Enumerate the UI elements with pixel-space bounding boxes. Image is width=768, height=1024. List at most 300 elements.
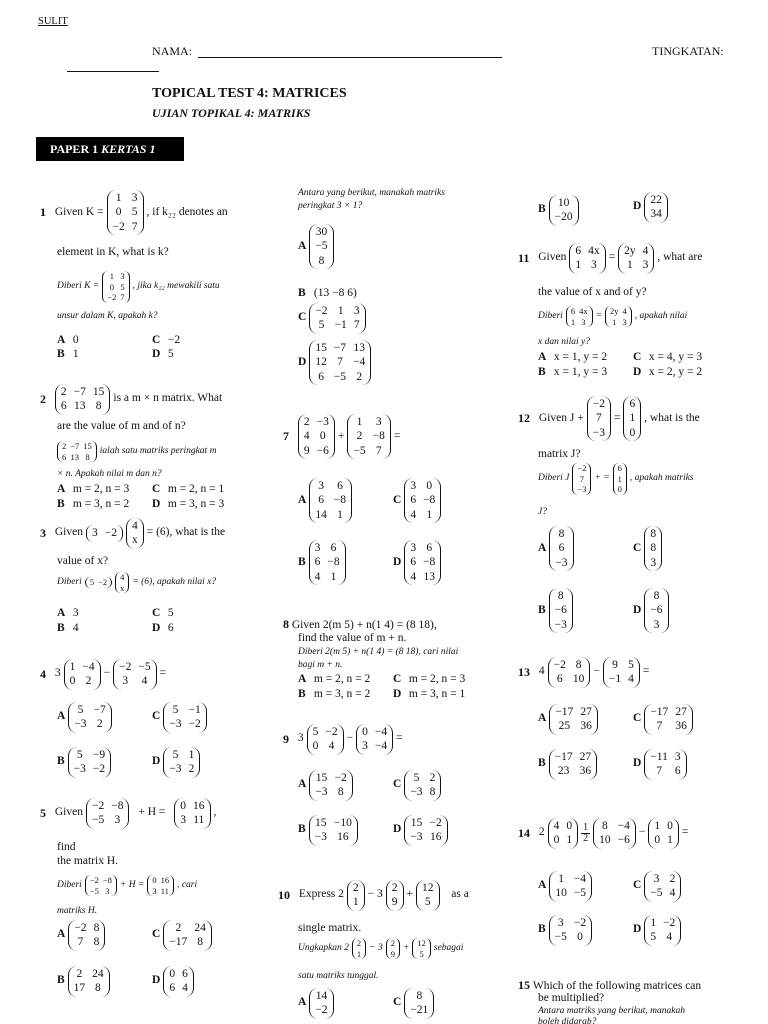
- q9-option-b[interactable]: B 15 −10 −3 16: [298, 815, 358, 846]
- matrix-entry: 3: [653, 618, 660, 631]
- matrix-entry: −17: [554, 751, 573, 763]
- matrix-entry: 1: [337, 508, 343, 521]
- matrix-entry: 1: [629, 412, 636, 425]
- matrix-entry: 6: [182, 968, 188, 980]
- matrix-q3b: [126, 518, 144, 549]
- matrix-entry: −8: [333, 494, 347, 507]
- matrix-entry: −1: [188, 704, 201, 716]
- matrix-entry: 3: [120, 271, 125, 281]
- matrix-entry: 5: [318, 319, 325, 332]
- matrix-entry: −8: [372, 430, 385, 443]
- matrix-q12C: [644, 526, 662, 571]
- matrix-entry: 3: [318, 480, 324, 492]
- q9-option-d[interactable]: D 15 −2 −3 16: [393, 815, 448, 846]
- matrix-entry: 25: [558, 720, 571, 733]
- matrix-entry: 8: [653, 590, 660, 602]
- matrix-entry: −2: [112, 220, 125, 233]
- matrix-entry: −3: [554, 618, 567, 631]
- matrix-entry: 8: [650, 542, 657, 555]
- matrix-entry: −5: [353, 444, 366, 457]
- question-7-stem: 7 2 −3 4 0 9 −6 + 1 3 2 −8 −5 7 =: [283, 414, 400, 459]
- q13-option-a[interactable]: A −17 27 25 36: [538, 704, 598, 735]
- question-9-stem: 9 3 5 −2 0 4 − 0 −4 3 −4 =: [283, 724, 403, 755]
- matrix-q14D: [644, 915, 681, 946]
- matrix-entry: 2: [60, 386, 67, 398]
- matrix-entry: 0: [667, 820, 673, 832]
- matrix-entry: 1: [667, 834, 673, 847]
- matrix-K: [107, 190, 144, 235]
- q5-option-a[interactable]: A −2 8 7 8: [57, 920, 105, 951]
- question-15-line2: be multiplied?: [538, 992, 605, 1004]
- matrix-entry: −2: [91, 800, 105, 812]
- q13-option-d[interactable]: D −11 3 7 6: [633, 749, 687, 780]
- q6-option-d[interactable]: D 15 −7 13 12 7 −4 6 −5 2: [298, 340, 371, 385]
- matrix-entry: −10: [333, 817, 352, 829]
- matrix-entry: 9: [391, 896, 398, 909]
- q13-option-c[interactable]: C −17 27 7 36: [633, 704, 693, 735]
- matrix-q7D: [404, 540, 441, 585]
- matrix-q12b: [623, 396, 641, 441]
- question-2-bm-line2: × n. Apakah nilai m dan n?: [57, 469, 162, 479]
- matrix-q2M: [55, 384, 111, 415]
- q7-option-d[interactable]: D 3 6 6 −8 4 13: [393, 540, 441, 585]
- matrix-entry: −5: [89, 885, 99, 896]
- matrix-entry: 3: [375, 416, 382, 428]
- matrix-q9D: [404, 815, 448, 846]
- matrix-entry: −3: [169, 763, 182, 776]
- matrix-entry: −4: [617, 820, 630, 832]
- q4-option-b[interactable]: B 5 −9 −3 −2: [57, 747, 111, 778]
- matrix-q2Mbm: [57, 441, 97, 462]
- matrix-entry: −2: [92, 763, 106, 776]
- q12-option-c[interactable]: C 8 8 3: [633, 526, 662, 571]
- matrix-q13B: [549, 749, 598, 780]
- q14-option-d[interactable]: D 1 −2 5 4: [633, 915, 681, 946]
- matrix-entry: 4: [131, 520, 138, 532]
- matrix-q5D: [163, 966, 194, 997]
- matrix-entry: 8: [95, 400, 102, 413]
- matrix-entry: −3: [169, 718, 182, 731]
- matrix-q9a: [307, 724, 344, 755]
- q1-option-c[interactable]: C −2: [152, 334, 181, 346]
- matrix-entry: 30: [315, 226, 328, 238]
- matrix-entry: 3: [622, 316, 627, 327]
- question-3-stem: 3 Given 3 −2 4 x = (6), what is the: [40, 518, 225, 549]
- matrix-entry: 0: [312, 740, 319, 753]
- q1-option-d[interactable]: D 5: [152, 348, 174, 360]
- q4-option-a[interactable]: A 5 −7 −3 2: [57, 702, 112, 733]
- matrix-entry: 5: [650, 931, 657, 944]
- question-12-line2: matrix J?: [538, 448, 581, 460]
- matrix-entry: 16: [160, 875, 170, 885]
- matrix-q7a: [298, 414, 335, 459]
- matrix-entry: −17: [650, 706, 669, 718]
- matrix-entry: −5: [554, 931, 567, 944]
- q8-option-d[interactable]: D m = 3, n = 1: [393, 688, 466, 700]
- matrix-entry: 8: [416, 990, 423, 1002]
- matrix-entry: −2: [74, 922, 87, 934]
- matrix-entry: 15: [315, 817, 327, 829]
- matrix-entry: 5: [76, 749, 83, 761]
- q4-option-c[interactable]: C 5 −1 −3 −2: [152, 702, 207, 733]
- matrix-entry: −2: [104, 527, 117, 540]
- matrix-entry: 2y: [609, 306, 619, 316]
- matrix-entry: 2: [390, 938, 395, 948]
- q2-option-b[interactable]: B m = 3, n = 2: [57, 498, 130, 510]
- question-10-bm: Ungkapkan 2 2 1 − 3 2 9 + 12 5 sebagai: [298, 938, 464, 959]
- matrix-entry: 2: [356, 430, 363, 443]
- matrix-entry: 2: [62, 441, 67, 451]
- matrix-q4a: [64, 659, 101, 690]
- matrix-entry: −2: [89, 875, 99, 885]
- matrix-entry: 5: [312, 726, 319, 738]
- q2-option-d[interactable]: D m = 3, n = 3: [152, 498, 225, 510]
- question-1-line2: element in K, what is k?: [57, 246, 169, 258]
- matrix-entry: 3: [410, 480, 417, 492]
- matrix-entry: 5: [77, 704, 84, 716]
- matrix-entry: 7: [337, 356, 343, 369]
- matrix-entry: 2: [85, 675, 92, 688]
- matrix-entry: 8: [429, 786, 436, 799]
- matrix-entry: 2y: [624, 245, 636, 257]
- q11-option-d[interactable]: D x = 2, y = 2: [633, 366, 703, 378]
- matrix-entry: 6: [426, 542, 433, 554]
- q14-option-a[interactable]: A 1 −4 10 −5: [538, 871, 592, 902]
- matrix-entry: −17: [555, 706, 574, 718]
- question-6-bm-line2: peringkat 3 × 1?: [298, 201, 363, 211]
- q7-option-c[interactable]: C 3 0 6 −8 4 1: [393, 478, 441, 523]
- matrix-entry: −4: [82, 661, 95, 673]
- matrix-entry: −2: [315, 305, 328, 317]
- matrix-entry: 13: [74, 400, 86, 413]
- matrix-entry: −9: [92, 749, 106, 761]
- matrix-q10A: [309, 988, 333, 1019]
- matrix-entry: 34: [650, 208, 662, 221]
- matrix-entry: 15: [83, 441, 92, 451]
- question-2-stem: 2 2 −7 15 6 13 8 is a m × n matrix. What: [40, 384, 222, 415]
- q12-option-d[interactable]: D 8 −6 3: [633, 588, 669, 633]
- question-11-line2: the value of x and of y?: [538, 286, 647, 298]
- q11-option-c[interactable]: C x = 4, y = 3: [633, 351, 703, 363]
- matrix-entry: 3: [557, 917, 564, 929]
- matrix-entry: 16: [429, 831, 442, 844]
- matrix-entry: 0: [362, 726, 368, 738]
- matrix-entry: −3: [592, 426, 605, 439]
- matrix-entry: 1: [115, 192, 122, 204]
- matrix-entry: 17: [73, 982, 86, 995]
- question-2-line2: are the value of m and of n?: [57, 420, 186, 432]
- matrix-entry: −5: [138, 661, 151, 673]
- matrix-entry: 0: [566, 820, 573, 832]
- q7-option-b[interactable]: B 3 6 6 −8 4 1: [298, 540, 346, 585]
- matrix-entry: 9: [303, 444, 310, 457]
- matrix-entry: 1: [356, 948, 362, 959]
- matrix-entry: 1: [650, 917, 657, 929]
- matrix-q14C: [644, 871, 681, 902]
- matrix-entry: 0: [629, 426, 636, 439]
- matrix-entry: 4: [622, 306, 627, 316]
- matrix-entry: 11: [160, 885, 169, 896]
- matrix-entry: 6: [410, 494, 417, 507]
- matrix-entry: 0: [577, 931, 583, 944]
- matrix-entry: −7: [73, 386, 86, 398]
- matrix-entry: −4: [374, 726, 388, 738]
- matrix-entry: 24: [92, 968, 104, 980]
- q8-option-c[interactable]: C m = 2, n = 3: [393, 673, 466, 685]
- matrix-entry: 10: [599, 834, 611, 847]
- matrix-entry: 8: [95, 982, 101, 995]
- matrix-q10b: [386, 880, 404, 911]
- matrix-entry: 3: [653, 873, 660, 885]
- matrix-entry: 7: [595, 412, 602, 425]
- matrix-entry: 4: [182, 982, 188, 995]
- matrix-entry: 9: [612, 659, 618, 671]
- matrix-q12bma: [572, 463, 591, 495]
- question-12-bm: Diberi J −2 7 −3 + = 6 1 0 , apakah matriks: [538, 463, 694, 495]
- matrix-entry: 3: [410, 542, 417, 554]
- matrix-entry: 3: [105, 885, 110, 896]
- matrix-entry: 3: [362, 740, 368, 753]
- matrix-q3bm_b: [115, 572, 129, 593]
- matrix-entry: 4: [669, 887, 676, 900]
- q2-option-c[interactable]: C m = 2, n = 1: [152, 483, 225, 495]
- question-8-bm-line2: bagi m + n.: [298, 660, 343, 670]
- matrix-entry: −2: [592, 398, 605, 410]
- q10-option-b[interactable]: B 10 −20: [538, 195, 579, 226]
- matrix-entry: −7: [70, 441, 80, 451]
- q3-option-c[interactable]: C 5: [152, 607, 174, 619]
- matrix-entry: −4: [374, 740, 388, 753]
- question-10-line2: single matrix.: [298, 922, 362, 934]
- q5-option-b[interactable]: B 2 24 17 8: [57, 966, 110, 997]
- matrix-entry: 22: [650, 194, 662, 206]
- q14-option-c[interactable]: C 3 2 −5 4: [633, 871, 681, 902]
- matrix-entry: 3: [590, 259, 597, 272]
- matrix-entry: −3: [316, 416, 329, 428]
- matrix-entry: x: [120, 582, 125, 593]
- matrix-entry: 5: [131, 206, 138, 219]
- question-13-stem: 13 4 −2 8 6 10 − 9 5 −1 4 =: [518, 657, 649, 688]
- matrix-entry: −2: [577, 463, 587, 473]
- matrix-entry: 6: [558, 542, 565, 555]
- matrix-entry: −6: [617, 834, 630, 847]
- matrix-entry: 6: [617, 463, 622, 473]
- matrix-entry: −3: [577, 484, 587, 495]
- matrix-entry: 1: [356, 416, 363, 428]
- q5-option-c[interactable]: C 2 24 −17 8: [152, 920, 212, 951]
- matrix-entry: −5: [91, 814, 105, 827]
- matrix-entry: 15: [92, 386, 105, 398]
- page-subtitle: UJIAN TOPIKAL 4: MATRIKS: [152, 106, 311, 120]
- matrix-entry: −21: [410, 1004, 429, 1017]
- matrix-q3bm_a: [85, 577, 112, 588]
- matrix-entry: 27: [580, 706, 592, 718]
- matrix-entry: 2: [391, 882, 398, 894]
- matrix-entry: 4: [666, 931, 673, 944]
- matrix-entry: −20: [554, 211, 573, 224]
- matrix-entry: 3: [180, 814, 187, 827]
- q6-option-c[interactable]: C −2 1 3 5 −1 7: [298, 303, 366, 334]
- matrix-entry: 6: [410, 556, 417, 569]
- matrix-entry: 1: [188, 749, 195, 761]
- matrix-q11b: [618, 243, 654, 274]
- matrix-entry: 11: [193, 814, 205, 827]
- matrix-entry: 0: [169, 968, 176, 980]
- matrix-entry: 1: [612, 316, 617, 327]
- matrix-q10D: [644, 192, 668, 223]
- matrix-entry: −2: [573, 917, 587, 929]
- matrix-q12a: [587, 396, 611, 441]
- matrix-entry: 15: [410, 817, 423, 829]
- matrix-entry: 8: [557, 590, 564, 602]
- q9-option-a[interactable]: A 15 −2 −3 8: [298, 770, 353, 801]
- matrix-entry: 1: [575, 259, 582, 272]
- matrix-entry: 4x: [579, 306, 588, 316]
- matrix-entry: −7: [333, 342, 347, 354]
- matrix-q6C: [309, 303, 365, 334]
- matrix-entry: 7: [120, 292, 125, 303]
- matrix-q9A: [309, 770, 353, 801]
- matrix-entry: 36: [580, 720, 592, 733]
- matrix-entry: 7: [353, 319, 360, 332]
- matrix-q4B: [68, 747, 112, 778]
- matrix-entry: −7: [93, 704, 106, 716]
- matrix-q5A: [68, 920, 105, 951]
- sulit-label: SULIT: [38, 16, 68, 27]
- matrix-entry: 1: [654, 820, 661, 832]
- q2-option-a[interactable]: A m = 2, n = 3: [57, 483, 130, 495]
- matrix-entry: 6: [337, 480, 343, 492]
- matrix-entry: 1: [337, 305, 344, 317]
- q9-option-c[interactable]: C 5 2 −3 8: [393, 770, 441, 801]
- q13-option-b[interactable]: B −17 27 23 36: [538, 749, 597, 780]
- q8-option-a[interactable]: A m = 2, n = 2: [298, 673, 371, 685]
- matrix-entry: 5: [628, 659, 634, 671]
- matrix-entry: −8: [423, 556, 436, 569]
- matrix-entry: 7: [656, 765, 662, 778]
- q3-option-d[interactable]: D 6: [152, 622, 174, 634]
- matrix-q11bma: [566, 306, 593, 327]
- matrix-entry: 6: [556, 673, 563, 686]
- matrix-entry: 4: [314, 570, 321, 583]
- matrix-entry: 6: [60, 400, 67, 413]
- matrix-q12bmb: [613, 463, 627, 495]
- q10-option-d[interactable]: D 22 34: [633, 192, 668, 223]
- matrix-entry: 13: [70, 451, 80, 462]
- q8-option-b[interactable]: B m = 3, n = 2: [298, 688, 371, 700]
- matrix-entry: 7: [131, 220, 138, 233]
- matrix-entry: 5: [424, 896, 431, 909]
- matrix-entry: 5: [120, 281, 125, 292]
- q7-option-a[interactable]: A 3 6 6 −8 14 1: [298, 478, 352, 523]
- matrix-q9B: [309, 815, 358, 846]
- q6-option-b[interactable]: B (13 −8 6): [298, 287, 357, 299]
- matrix-entry: 4: [141, 675, 148, 688]
- q11-option-a[interactable]: A x = 1, y = 2: [538, 351, 608, 363]
- matrix-entry: 5: [413, 772, 420, 784]
- matrix-entry: 8: [337, 786, 344, 799]
- matrix-entry: 8: [197, 936, 203, 949]
- q1-option-a[interactable]: A 0: [57, 334, 79, 346]
- matrix-entry: 3: [314, 542, 321, 554]
- matrix-q6A: [309, 224, 333, 269]
- matrix-entry: 13: [353, 342, 365, 354]
- question-5-bm-line2: matriks H.: [57, 906, 98, 916]
- matrix-entry: 1: [626, 259, 633, 272]
- matrix-entry: −2: [325, 726, 338, 738]
- question-5-bm: Diberi −2 −8 −5 3 + H = 0 16 3 11 , cari: [57, 875, 198, 896]
- question-2-bm: 2 −7 15 6 13 8 ialah satu matriks peringkat m: [57, 441, 216, 462]
- matrix-entry: −8: [327, 556, 340, 569]
- page-title: TOPICAL TEST 4: MATRICES: [152, 86, 347, 101]
- question-1-bm-line2: unsur dalam K, apakah k?: [57, 311, 158, 321]
- matrix-entry: 16: [193, 800, 205, 812]
- matrix-entry: 12: [422, 882, 434, 894]
- matrix-entry: 8: [318, 254, 325, 267]
- q14-option-b[interactable]: B 3 −2 −5 0: [538, 915, 592, 946]
- q10-option-c[interactable]: C 8 −21: [393, 988, 434, 1019]
- q1-option-b[interactable]: B 1: [57, 348, 79, 360]
- q3-option-a[interactable]: A 3: [57, 607, 79, 619]
- matrix-entry: 6: [570, 306, 576, 316]
- matrix-entry: 8: [93, 922, 100, 934]
- matrix-entry: 3: [674, 751, 681, 763]
- q10-option-a[interactable]: A 14 −2: [298, 988, 334, 1019]
- matrix-entry: 0: [109, 281, 114, 292]
- question-15-stem: 15 Which of the following matrices can: [518, 978, 702, 992]
- matrix-entry: −2: [553, 659, 566, 671]
- matrix-q12B: [549, 588, 573, 633]
- matrix-q5b: [174, 798, 210, 829]
- matrix-entry: 2: [352, 882, 359, 894]
- matrix-q13A: [549, 704, 598, 735]
- question-15-bm-line1: Antara matriks yang berikut, manakah: [538, 1006, 685, 1016]
- question-12-stem: 12 Given J + −2 7 −3 = 6 1 0 , what is the: [518, 396, 700, 441]
- matrix-entry: 2: [76, 968, 83, 980]
- matrix-q7C: [404, 478, 441, 523]
- q4-option-d[interactable]: D 5 1 −3 2: [152, 747, 200, 778]
- q5-option-d[interactable]: D 0 6 6 4: [152, 966, 194, 997]
- q3-option-b[interactable]: B 4: [57, 622, 79, 634]
- q6-option-a[interactable]: A 30 −5 8: [298, 224, 334, 269]
- matrix-entry: 1: [69, 661, 76, 673]
- matrix-entry: −3: [73, 763, 86, 776]
- matrix-entry: 6: [318, 494, 324, 507]
- matrix-entry: −3: [74, 718, 87, 731]
- matrix-entry: 13: [423, 570, 435, 583]
- matrix-entry: 15: [315, 342, 327, 354]
- matrix-entry: 4: [410, 508, 417, 521]
- matrix-entry: 4: [303, 430, 310, 443]
- matrix-q13C: [644, 704, 693, 735]
- q11-option-b[interactable]: B x = 1, y = 3: [538, 366, 608, 378]
- q12-option-b[interactable]: B 8 −6 −3: [538, 588, 573, 633]
- matrix-entry: 9: [390, 948, 395, 959]
- matrix-entry: 36: [675, 720, 687, 733]
- matrix-entry: 7: [77, 936, 84, 949]
- matrix-entry: 0: [426, 480, 433, 492]
- matrix-q13D: [644, 749, 686, 780]
- matrix-entry: 3: [581, 316, 586, 327]
- matrix-entry: −2: [334, 772, 347, 784]
- matrix-entry: −2: [98, 577, 108, 588]
- matrix-q10C: [404, 988, 434, 1019]
- matrix-entry: 6: [62, 451, 67, 462]
- question-12-bm-line2: J?: [538, 507, 547, 517]
- matrix-q9b: [356, 724, 393, 755]
- q12-option-a[interactable]: A 8 6 −3: [538, 526, 574, 571]
- matrix-entry: 2: [303, 416, 310, 428]
